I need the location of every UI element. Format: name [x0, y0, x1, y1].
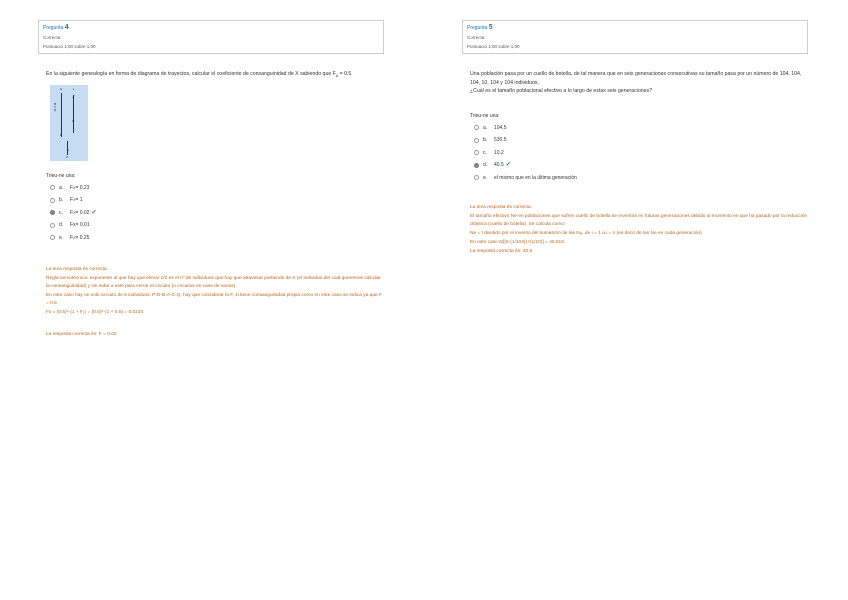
pedigree-diagram-image: A ↓ B C D ↓ Q P ↓ X: [50, 85, 88, 161]
feedback-rule: Regla nemotécnica: exponente al que hay que elevar 1/2 es el nº de individuos que hay que atravesar partiendo de X (el individuo del cual queremos calcular la consanguinidad) y sin indar a este para cerrar el circuito (o circuitos en caso de varios): [46, 276, 381, 290]
feedback-answer: La resposta correcta és: 40.5: [470, 249, 533, 254]
answer-list: [462, 122, 808, 185]
radio-button[interactable]: [474, 125, 479, 130]
question-number: Pregunta 5: [467, 24, 493, 31]
answer-option-d[interactable]: d. Fx = 0.01: [50, 219, 384, 232]
radio-button[interactable]: [474, 175, 479, 180]
answer-list: [38, 182, 384, 245]
radio-button[interactable]: [50, 185, 55, 190]
feedback-case: En este caso hay un solo circuito de 6 individuos: P-D-B-A-C-Q, hay que considerar la F, si tiene consanguinidad propia como en este caso se indica ya que F = 0.5: [46, 293, 382, 307]
answer-prompt: Trieu-ne una:: [46, 172, 76, 179]
question-grade: Puntuació 1,00 sobre 1,00: [467, 44, 520, 49]
question-number: Pregunta 4: [43, 24, 69, 31]
answer-option-a[interactable]: a. 104.5: [474, 122, 808, 135]
question-info: [462, 20, 808, 54]
feedback-case: En este caso 6/[(5·(1/104))+(1/10)] = 40.519: [470, 240, 564, 245]
question-text: En la siguiente genealogía en forma de diagrama de trayectos, calcular el coeficiente de consanguinidad de X sabiendo que $F_A = 0.5$: [46, 71, 352, 79]
answer-option-e[interactable]: e. el mismo que en la última generación: [474, 172, 808, 185]
feedback-formula: Ne = t dividido por el inverso del sumatorio de las Nₑᵢ, de i = 1 a i = n (es decir de las Ne en cada generación): [470, 231, 702, 236]
question-4: [38, 20, 384, 340]
answer-option-d[interactable]: d. 40.5 ✔: [474, 159, 808, 172]
radio-button[interactable]: [50, 198, 55, 203]
answer-option-c[interactable]: c. F X = 0.02 ✔: [50, 207, 384, 220]
feedback-correct: La teva resposta és correcta.: [470, 205, 532, 210]
answer-option-e[interactable]: e. F X = 0.25: [50, 232, 384, 245]
radio-button[interactable]: [474, 150, 479, 155]
checkmark-icon: ✔: [91, 209, 97, 216]
feedback-answer: La resposta correcta és: F = 0.02: [46, 332, 117, 338]
question-feedback: [462, 204, 808, 256]
question-grade: Puntuació 1,00 sobre 1,00: [43, 44, 96, 49]
checkmark-icon: ✔: [505, 162, 511, 168]
answer-option-a[interactable]: a. F X = 0.23: [50, 182, 384, 195]
answer-option-c[interactable]: c. 10.2: [474, 147, 808, 160]
radio-button[interactable]: [50, 235, 55, 240]
question-5: [462, 20, 808, 257]
answer-option-b[interactable]: b. 530.5: [474, 134, 808, 147]
question-feedback: [38, 266, 384, 339]
radio-button[interactable]: [474, 138, 479, 143]
question-text: Una población pasa por un cuello de botella, de tal manera que en seis generaciones consecutivas su tamaño pasa por un número de 104, 104, 104, 10, 104 y 104 individuos. ¿Cuál es el tamaño poblacional efectivo a lo largo de estas seis generaciones?: [470, 71, 802, 94]
radio-button-selected[interactable]: [50, 210, 55, 215]
feedback-correct: La teva resposta és correcta.: [46, 267, 108, 273]
feedback-desc: El tamaño efectivo Ne en poblaciones que sufren cuello de botella se reventirá en futuras generaciones debido al momento en que ha pasado por la reducción drástica (cuello de botella). Se calcula como:: [470, 214, 808, 227]
question-info: [38, 20, 384, 54]
answer-option-b[interactable]: b. F X = 1: [50, 194, 384, 207]
feedback-formula: Fx = (0.5)⁶·(1 + F₁) = (0.5)⁶·(1 + 0.5) = 0.0234: [46, 310, 144, 316]
question-state: Correcta: [467, 35, 485, 40]
answer-prompt: Trieu-ne una:: [470, 112, 500, 119]
radio-button[interactable]: [50, 223, 55, 228]
question-state: Correcta: [43, 35, 61, 40]
radio-button-selected[interactable]: [474, 163, 479, 168]
